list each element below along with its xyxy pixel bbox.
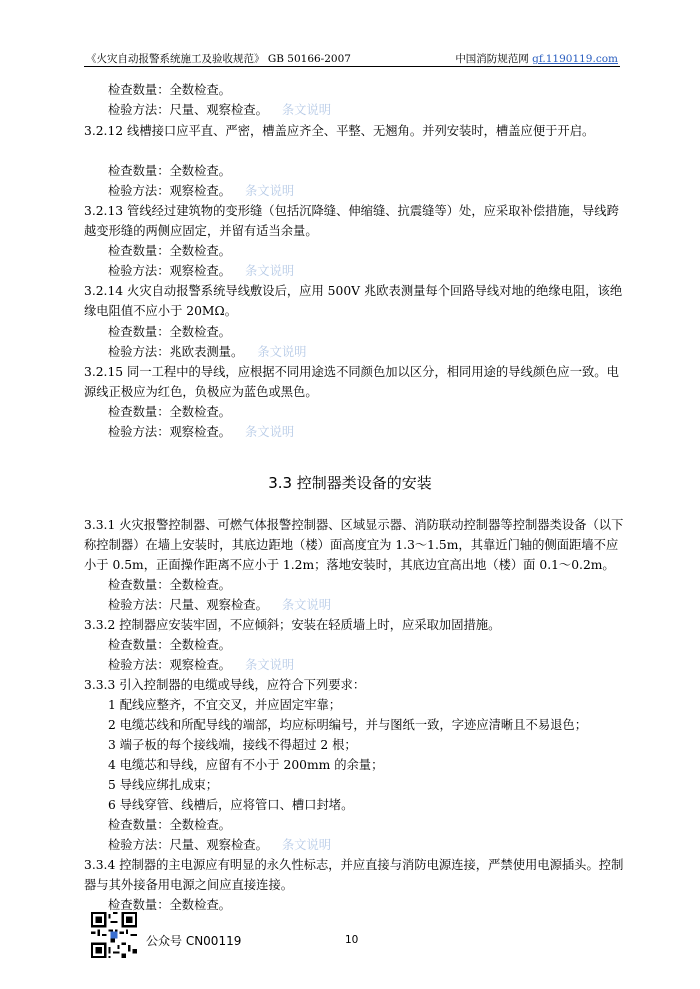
commentary-link[interactable]: 条文说明 (244, 264, 295, 278)
text-line (84, 303, 237, 319)
line-text: 检查数量：全数检查。 (108, 405, 231, 419)
text-line (108, 797, 353, 813)
text-line (108, 344, 306, 360)
text-line (84, 203, 619, 219)
text-line (108, 697, 341, 713)
line-text: 检查数量：全数检查。 (108, 83, 231, 97)
commentary-link[interactable]: 条文说明 (257, 345, 307, 359)
header-site (455, 51, 618, 66)
text-line (84, 123, 594, 139)
commentary-link[interactable]: 条文说明 (244, 658, 295, 672)
text-line (108, 597, 331, 613)
text-line (108, 897, 231, 913)
header-url-link[interactable]: gf.1190119.com (532, 53, 618, 65)
line-text: 检验方法：兆欧表测量。 (108, 345, 244, 359)
line-text: 检查数量：全数检查。 (108, 898, 231, 912)
qr-code-icon (91, 912, 137, 958)
line-text: 3.2.13 管线经过建筑物的变形缝（包括沉降缝、伸缩缝、抗震缝等）处，应采取补偿措施，导线跨 (84, 204, 619, 218)
line-text: 缘电阻值不应小于 20MΩ。 (84, 304, 238, 318)
line-text: 检验方法：观察检查。 (108, 658, 231, 672)
section-heading: 3.3 控制器类设备的安装 (268, 474, 432, 492)
header-site-name: 中国消防规范网 (455, 53, 529, 65)
text-line (84, 617, 500, 633)
commentary-link[interactable]: 条文说明 (281, 838, 332, 852)
page-number: 10 (345, 934, 359, 946)
text-line (108, 817, 231, 833)
line-text: 检验方法：尺量、观察检查。 (108, 838, 268, 852)
text-line (108, 183, 294, 199)
line-text: 越变形缝的两侧应固定，并留有适当余量。 (84, 224, 318, 238)
commentary-link[interactable]: 条文说明 (244, 425, 295, 439)
line-text: 检验方法：尺量、观察检查。 (108, 598, 268, 612)
line-text: 称控制器）在墙上安装时，其底边距地（楼）面高度宜为 1.3～1.5m，其靠近门轴的侧面距墙不应 (84, 538, 619, 552)
text-line (108, 757, 383, 773)
text-line (84, 283, 622, 299)
text-line (108, 657, 294, 673)
header-title: 《火灾自动报警系统施工及验收规范》 GB 50166-2007 (86, 53, 351, 65)
text-line (84, 677, 365, 693)
line-text: 检查数量：全数检查。 (108, 638, 231, 652)
line-text: 2 电缆芯线和所配导线的端部，均应标明编号，并与图纸一致，字迹应清晰且不易退色； (108, 718, 588, 732)
line-text: 小于 0.5m，正面操作距离不应小于 1.2m；落地安装时，其底边宜高出地（楼）面 0.1～0.2m。 (84, 558, 615, 572)
text-line (84, 857, 623, 873)
text-line (108, 737, 357, 753)
text-line (108, 424, 294, 440)
line-text: 3.2.12 线槽接口应平直、严密，槽盖应齐全、平整、无翘角。并列安装时，槽盖应便于开启。 (84, 124, 595, 138)
text-line (108, 717, 587, 733)
line-text: 5 导线应绑扎成束； (108, 778, 219, 792)
line-text: 3.2.15 同一工程中的导线，应根据不同用途选不同颜色加以区分，相同用途的导线颜色应一致。电 (84, 365, 619, 379)
text-line (84, 384, 318, 400)
line-text: 3.3.3 引入控制器的电缆或导线，应符合下列要求： (84, 678, 366, 692)
line-text: 3.2.14 火灾自动报警系统导线敷设后，应用 500V 兆欧表测量每个回路导线对地的绝缘电阻，该绝 (84, 284, 623, 298)
text-line (108, 163, 231, 179)
text-line (108, 577, 231, 593)
line-text: 3 端子板的每个接线端，接线不得超过 2 根； (108, 738, 357, 752)
line-text: 3.3.4 控制器的主电源应有明显的永久性标志，并应直接与消防电源连接，严禁使用电源插头。控制 (84, 858, 624, 872)
text-line (108, 637, 231, 653)
page-header (84, 50, 620, 67)
line-text: 检查数量：全数检查。 (108, 325, 231, 339)
commentary-link[interactable]: 条文说明 (281, 598, 332, 612)
line-text: 检验方法：观察检查。 (108, 264, 231, 278)
text-line (84, 223, 318, 239)
text-line (84, 537, 618, 553)
line-text: 检验方法：观察检查。 (108, 184, 231, 198)
line-text: 6 导线穿管、线槽后，应将管口、槽口封堵。 (108, 798, 354, 812)
text-line (108, 837, 331, 853)
commentary-link[interactable]: 条文说明 (244, 184, 295, 198)
line-text: 检查数量：全数检查。 (108, 164, 231, 178)
text-line (84, 877, 293, 893)
text-line (108, 243, 231, 259)
line-text: 3.3.1 火灾报警控制器、可燃气体报警控制器、区域显示器、消防联动控制器等控制器类设备（以下 (84, 518, 624, 532)
text-line (108, 82, 231, 98)
line-text: 1 配线应整齐，不宜交叉，并应固定牢靠； (108, 698, 342, 712)
line-text: 4 电缆芯和导线，应留有不小于 200mm 的余量； (108, 758, 384, 772)
line-text: 器与其外接备用电源之间应直接连接。 (84, 878, 294, 892)
text-line (108, 263, 294, 279)
line-text: 检验方法：观察检查。 (108, 425, 231, 439)
text-line (108, 102, 331, 118)
text-line (84, 364, 619, 380)
text-line (84, 517, 623, 533)
footer-wechat-account: 公众号 CN00119 (146, 934, 242, 948)
text-line (108, 777, 218, 793)
line-text: 源线正极应为红色，负极应为蓝色或黑色。 (84, 385, 318, 399)
text-line (84, 557, 615, 573)
line-text: 3.3.2 控制器应安装牢固，不应倾斜；安装在轻质墙上时，应采取加固措施。 (84, 618, 501, 632)
line-text: 检验方法：尺量、观察检查。 (108, 103, 268, 117)
text-line (108, 404, 231, 420)
line-text: 检查数量：全数检查。 (108, 818, 231, 832)
line-text: 检查数量：全数检查。 (108, 244, 231, 258)
commentary-link[interactable]: 条文说明 (281, 103, 332, 117)
text-line (108, 324, 231, 340)
line-text: 检查数量：全数检查。 (108, 578, 231, 592)
